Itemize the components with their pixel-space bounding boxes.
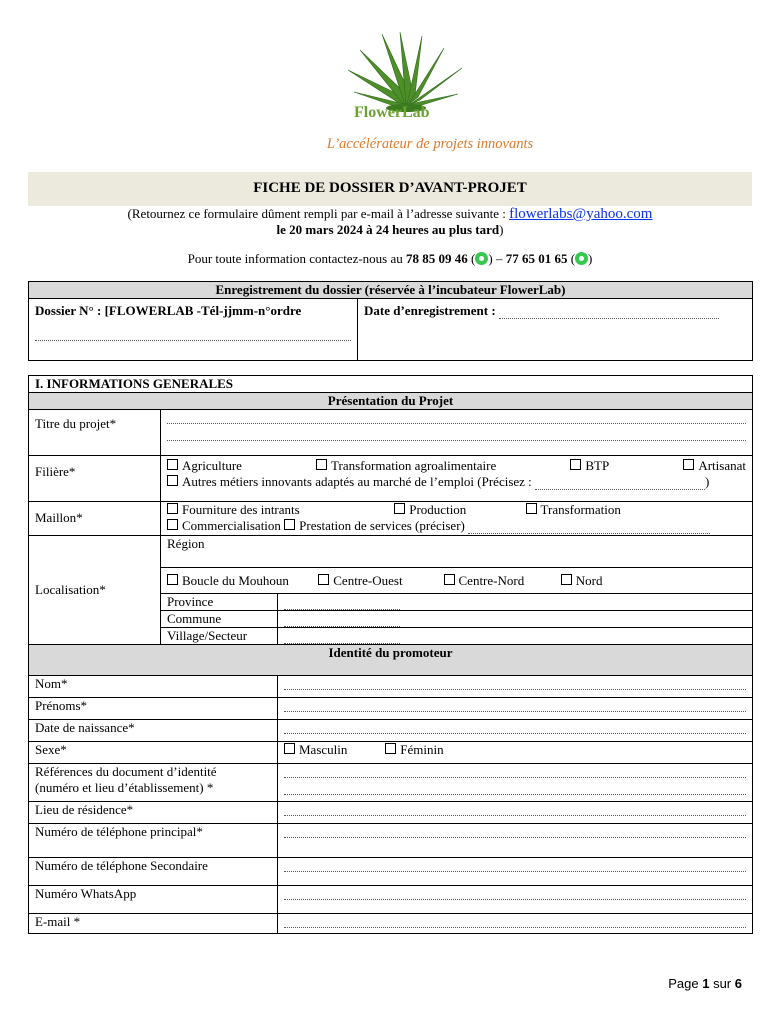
page-current: 1 xyxy=(702,976,710,991)
dossier-label: Dossier N° : [FLOWERLAB -Tél-jjmm-n°ordre xyxy=(35,303,302,318)
registration-heading: Enregistrement du dossier (réservée à l’incubateur FlowerLab) xyxy=(29,282,753,299)
maillon-options xyxy=(161,502,753,536)
prenoms-field[interactable] xyxy=(278,698,753,720)
ref-line-2[interactable] xyxy=(284,781,746,795)
ref-label-2: (numéro et lieu d’établissement) * xyxy=(35,780,214,795)
checkbox[interactable] xyxy=(683,459,694,470)
sexe-options xyxy=(278,742,753,764)
residence-label: Lieu de résidence* xyxy=(29,802,278,824)
checkbox[interactable] xyxy=(167,503,178,514)
checkbox[interactable] xyxy=(318,574,329,585)
tel2-field[interactable] xyxy=(278,858,753,886)
whatsapp-icon xyxy=(575,252,588,265)
maillon-label: Maillon* xyxy=(29,502,161,536)
region-option[interactable]: Centre-Nord xyxy=(444,573,558,589)
tel1-line[interactable] xyxy=(284,824,746,838)
village-field[interactable] xyxy=(278,628,753,645)
checkbox[interactable] xyxy=(561,574,572,585)
filiere-option[interactable]: Transformation agroalimentaire xyxy=(316,458,496,474)
nom-label: Nom* xyxy=(29,676,278,698)
province-label: Province xyxy=(161,594,278,611)
checkbox[interactable] xyxy=(394,503,405,514)
region-option[interactable]: Nord xyxy=(561,573,603,588)
form-title: FICHE DE DOSSIER D’AVANT-PROJET xyxy=(28,172,752,206)
commune-line[interactable] xyxy=(284,626,400,627)
brand-name: FlowerLab xyxy=(354,104,430,121)
deadline-close: ) xyxy=(499,222,504,237)
date-label: Date d’enregistrement : xyxy=(364,303,499,318)
nom-line[interactable] xyxy=(284,676,746,690)
whatsapp-field[interactable] xyxy=(278,886,753,914)
naissance-line[interactable] xyxy=(284,720,746,734)
titre-label: Titre du projet* xyxy=(29,410,161,456)
filiere-label: Filière* xyxy=(29,456,161,502)
return-instructions xyxy=(0,206,768,223)
identity-heading: Identité du promoteur xyxy=(29,645,753,676)
dossier-number-cell[interactable] xyxy=(29,299,358,361)
maillon-option[interactable]: Prestation de services (préciser) xyxy=(284,518,465,533)
checkbox[interactable] xyxy=(444,574,455,585)
prenoms-label: Prénoms* xyxy=(29,698,278,720)
email-label: E-mail * xyxy=(29,914,278,934)
prenoms-line[interactable] xyxy=(284,698,746,712)
region-label: Région xyxy=(161,536,753,568)
page-sep: sur xyxy=(709,976,735,991)
whatsapp-icon xyxy=(475,252,488,265)
maillon-option[interactable]: Transformation xyxy=(526,502,621,517)
checkbox[interactable] xyxy=(167,519,178,530)
residence-field[interactable] xyxy=(278,802,753,824)
region-option[interactable]: Boucle du Mouhoun xyxy=(167,573,315,589)
tel1-label: Numéro de téléphone principal* xyxy=(29,824,278,858)
filiere-option[interactable]: Agriculture xyxy=(167,458,242,474)
titre-line-2[interactable] xyxy=(167,427,746,441)
filiere-option[interactable]: BTP xyxy=(570,458,609,474)
checkbox[interactable] xyxy=(167,475,178,486)
tel2-line[interactable] xyxy=(284,858,746,872)
email-field[interactable] xyxy=(278,914,753,934)
region-options xyxy=(161,568,753,594)
checkbox[interactable] xyxy=(385,743,396,754)
date-line[interactable] xyxy=(499,318,719,319)
village-line[interactable] xyxy=(284,643,400,644)
deadline-line xyxy=(0,222,768,238)
deadline: le 20 mars 2024 à 24 heures au plus tard xyxy=(276,222,500,237)
tel1-field[interactable] xyxy=(278,824,753,858)
tagline: L’accélérateur de projets innovants xyxy=(326,136,534,152)
sexe-option[interactable]: Masculin xyxy=(284,742,382,758)
village-label: Village/Secteur xyxy=(161,628,278,645)
ref-field[interactable] xyxy=(278,764,753,802)
naissance-field[interactable] xyxy=(278,720,753,742)
presentation-heading: Présentation du Projet xyxy=(29,393,753,410)
dossier-number-line[interactable] xyxy=(35,327,351,341)
checkbox[interactable] xyxy=(284,743,295,754)
commune-field[interactable] xyxy=(278,611,753,628)
phone-1: 78 85 09 46 xyxy=(406,251,468,266)
province-line[interactable] xyxy=(284,609,400,610)
naissance-label: Date de naissance* xyxy=(29,720,278,742)
phone-2: 77 65 01 65 xyxy=(505,251,568,266)
general-info-table xyxy=(28,375,753,934)
page-number xyxy=(668,976,742,991)
region-option[interactable]: Centre-Ouest xyxy=(318,573,440,589)
registration-date-cell[interactable] xyxy=(358,299,753,361)
checkbox[interactable] xyxy=(167,459,178,470)
maillon-other-line[interactable] xyxy=(468,533,710,534)
province-field[interactable] xyxy=(278,594,753,611)
page-prefix: Page xyxy=(668,976,703,991)
contact-prefix: Pour toute information contactez-nous au xyxy=(187,251,407,266)
checkbox[interactable] xyxy=(526,503,537,514)
maillon-option[interactable]: Commercialisation xyxy=(167,518,281,533)
maillon-option[interactable]: Fourniture des intrants xyxy=(167,502,391,518)
whatsapp-label: Numéro WhatsApp xyxy=(29,886,278,914)
filiere-options xyxy=(161,456,753,502)
filiere-other-line[interactable] xyxy=(535,489,705,490)
registration-table xyxy=(28,281,753,361)
checkbox[interactable] xyxy=(570,459,581,470)
contact-line xyxy=(0,251,768,267)
commune-label: Commune xyxy=(161,611,278,628)
checkbox[interactable] xyxy=(167,574,178,585)
titre-line-1[interactable] xyxy=(167,410,746,424)
residence-line[interactable] xyxy=(284,802,746,816)
return-text: (Retournez ce formulaire dûment rempli par e-mail à l’adresse suivante : xyxy=(127,206,510,221)
checkbox[interactable] xyxy=(316,459,327,470)
sexe-option[interactable]: Féminin xyxy=(385,742,443,757)
checkbox[interactable] xyxy=(284,519,295,530)
page-total: 6 xyxy=(734,976,742,991)
open-paren-1: ( xyxy=(467,251,476,266)
localisation-label: Localisation* xyxy=(29,536,161,645)
ref-line-1[interactable] xyxy=(284,764,746,778)
ref-label xyxy=(29,764,278,802)
tel2-label: Numéro de téléphone Secondaire xyxy=(29,858,278,886)
maillon-option[interactable]: Production xyxy=(394,502,522,518)
dash: ) – xyxy=(488,251,506,266)
filiere-option[interactable]: Artisanat xyxy=(683,458,746,474)
close-paren: ) xyxy=(588,251,593,266)
email-link[interactable]: flowerlabs@yahoo.com xyxy=(509,206,653,222)
nom-field[interactable] xyxy=(278,676,753,698)
filiere-other[interactable]: Autres métiers innovants adaptés au marché de l’emploi (Précisez : ) xyxy=(167,474,746,490)
ref-label-1: Références du document d’identité xyxy=(35,764,217,779)
titre-field[interactable] xyxy=(161,410,753,456)
whatsapp-line[interactable] xyxy=(284,886,746,900)
sexe-label: Sexe* xyxy=(29,742,278,764)
section-title: I. INFORMATIONS GENERALES xyxy=(29,376,753,393)
open-paren-2: ( xyxy=(567,251,576,266)
email-line[interactable] xyxy=(284,914,746,928)
